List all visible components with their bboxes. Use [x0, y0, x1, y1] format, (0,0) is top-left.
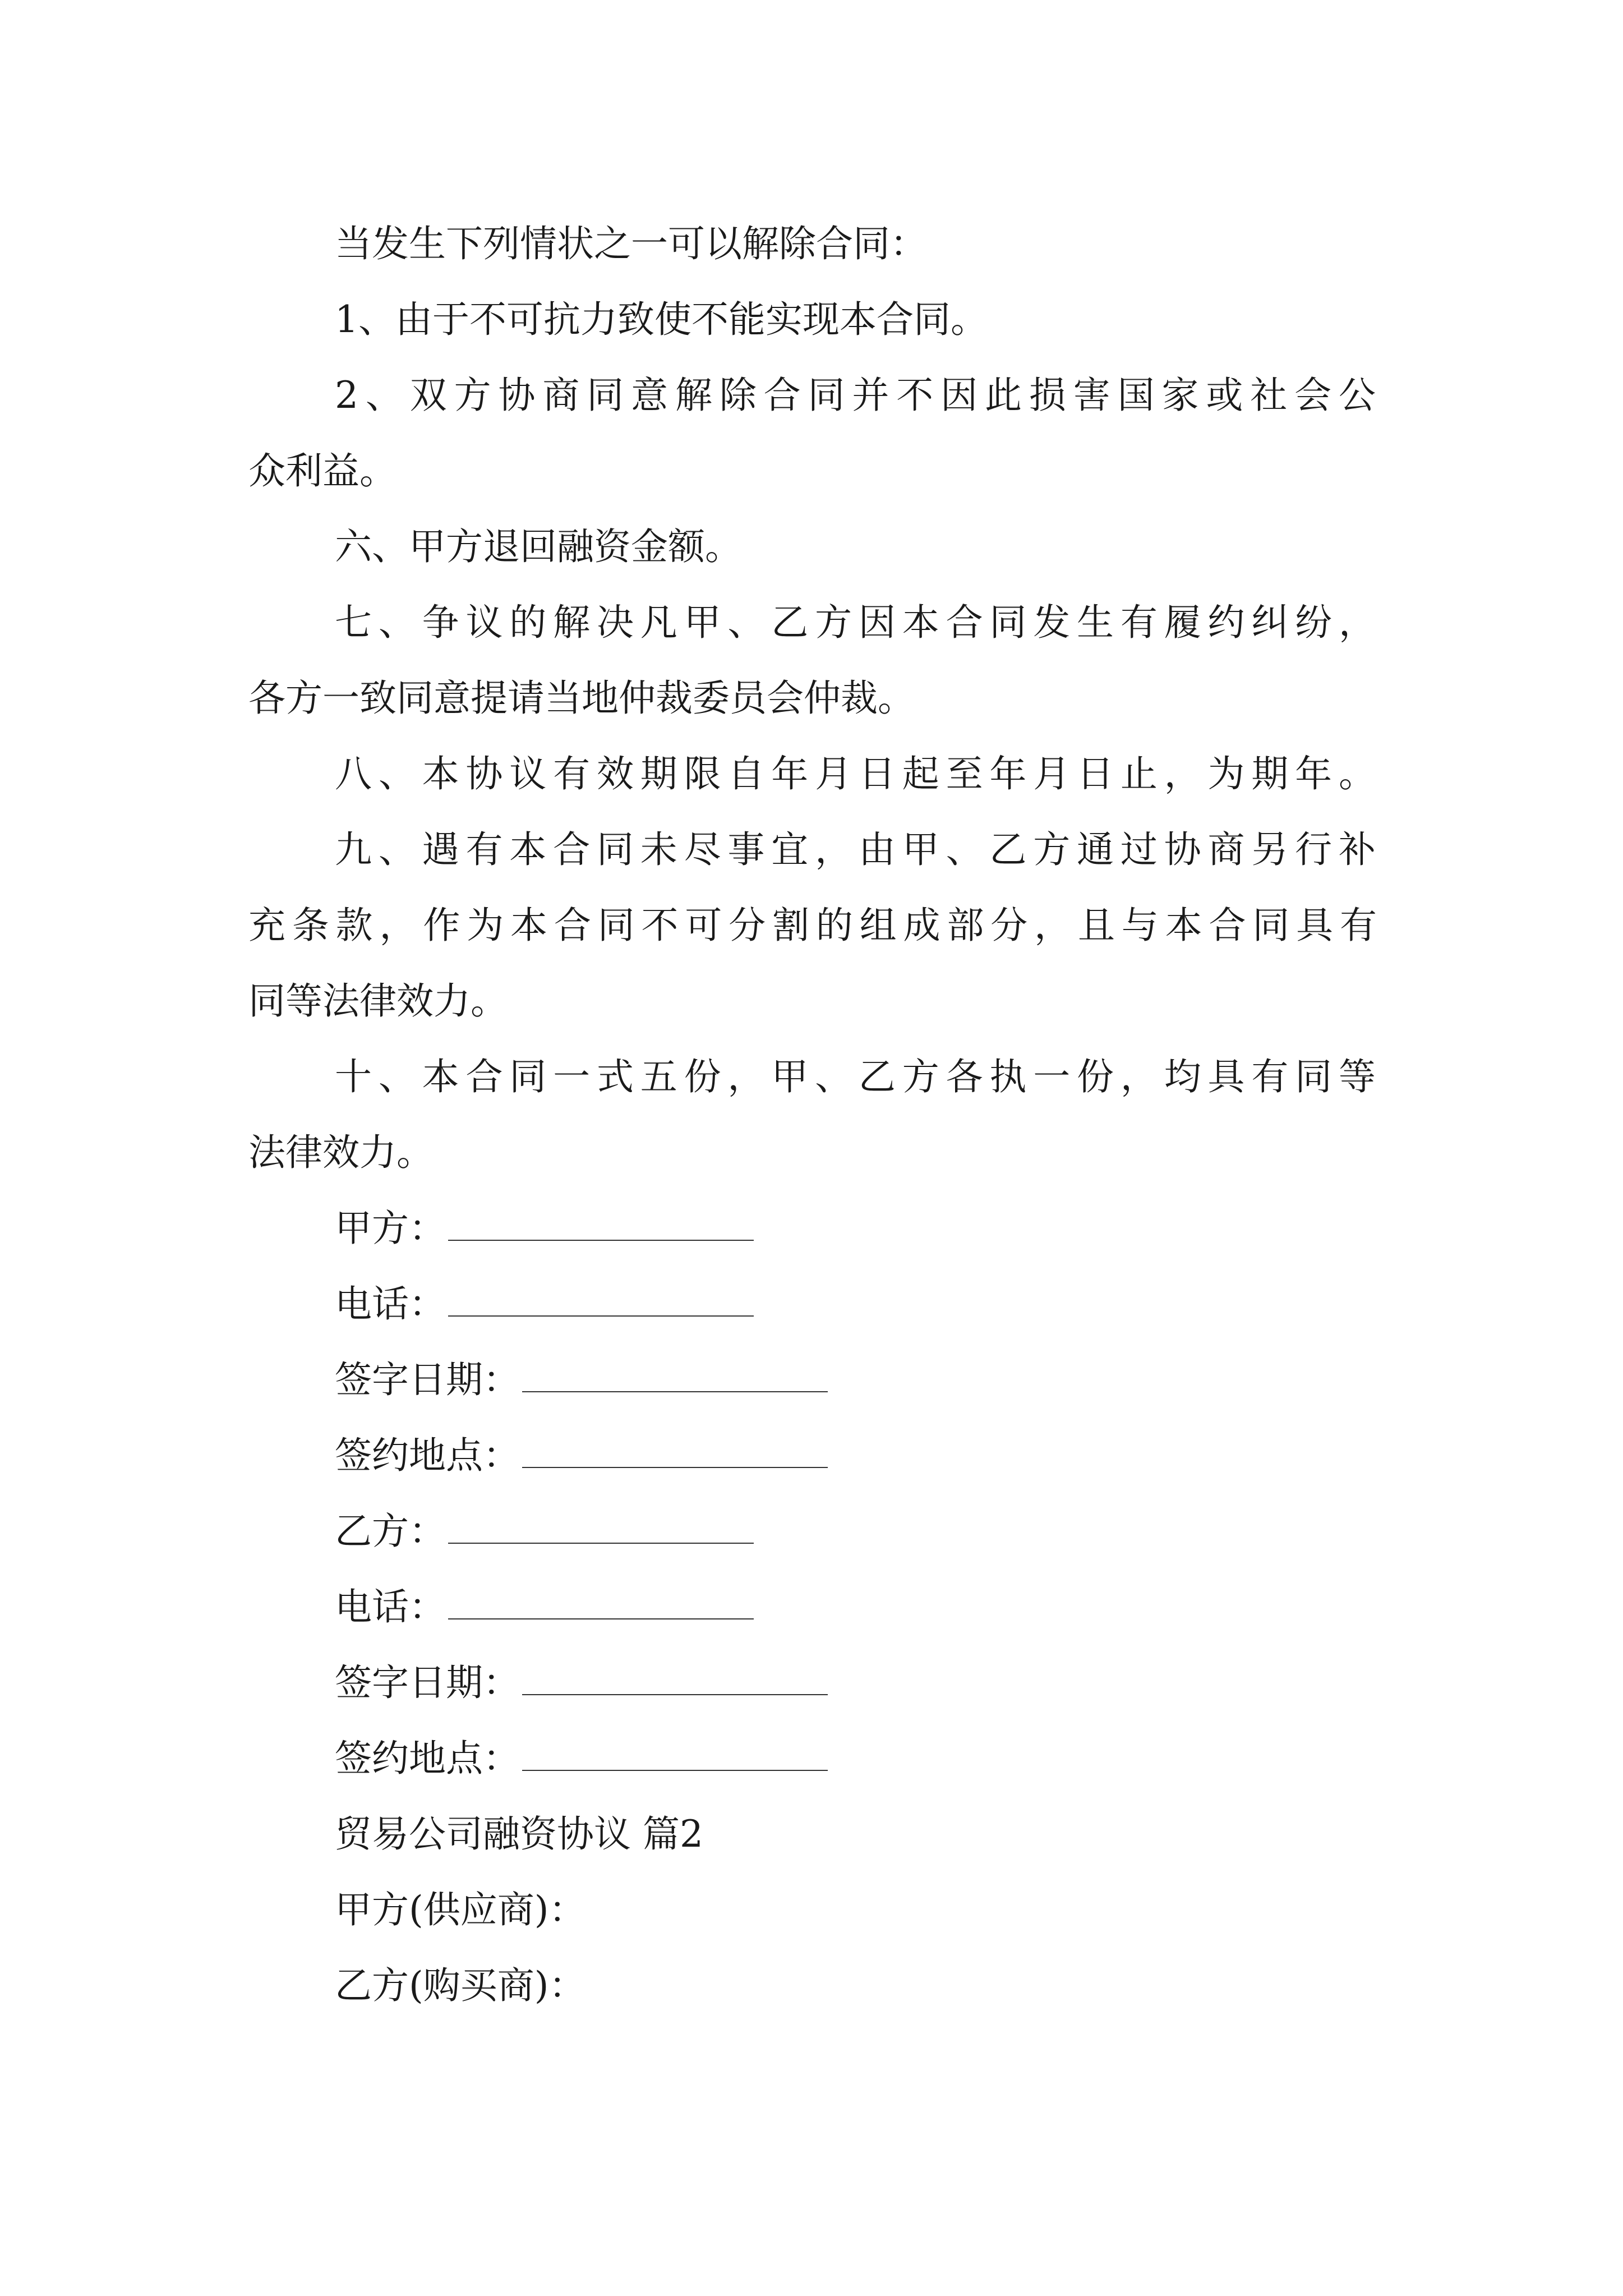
- signature-field-date-b: [335, 1652, 828, 1714]
- paragraph-line: 七、争议的解决凡甲、乙方因本合同发生有履约纠纷，: [335, 601, 1376, 644]
- field-label: 乙方：: [335, 1510, 446, 1553]
- signature-field-place-a: [335, 1425, 828, 1487]
- field-label: 签约地点：: [335, 1434, 520, 1477]
- section-title: 贸易公司融资协议 篇2: [335, 1812, 703, 1856]
- paragraph-line: 2、双方协商同意解除合同并不因此损害国家或社会公: [335, 374, 1376, 417]
- field-label: 电话：: [335, 1585, 446, 1628]
- signature-field-place-b: [335, 1728, 828, 1789]
- paragraph-line: 各方一致同意提请当地仲裁委员会仲裁。: [248, 677, 915, 720]
- paragraph-line: 六、甲方退回融资金额。: [335, 525, 742, 568]
- signature-blank[interactable]: [522, 1358, 828, 1392]
- signature-blank[interactable]: [522, 1660, 828, 1695]
- signature-blank[interactable]: [522, 1433, 828, 1468]
- paragraph-line: 八、本协议有效期限自年月日起至年月日止，为期年。: [335, 752, 1376, 795]
- paragraph-line: 当发生下列情状之一可以解除合同：: [335, 222, 927, 265]
- signature-blank[interactable]: [448, 1206, 754, 1241]
- signature-field-phone-a: [335, 1273, 754, 1335]
- paragraph-line: 众利益。: [248, 449, 396, 493]
- field-label: 签约地点：: [335, 1737, 520, 1780]
- signature-field-date-a: [335, 1349, 828, 1411]
- signature-blank[interactable]: [522, 1736, 828, 1771]
- paragraph-line: 十、本合同一式五份，甲、乙方各执一份，均具有同等: [335, 1055, 1376, 1098]
- field-label: 甲方：: [335, 1207, 446, 1250]
- party-b-buyer-label: 乙方(购买商)：: [335, 1964, 586, 2007]
- signature-field-party-a: [335, 1198, 754, 1259]
- paragraph-line: 九、遇有本合同未尽事宜，由甲、乙方通过协商另行补: [335, 828, 1376, 871]
- signature-blank[interactable]: [448, 1585, 754, 1619]
- field-label: 签字日期：: [335, 1661, 520, 1704]
- field-label: 电话：: [335, 1282, 446, 1326]
- party-a-supplier-label: 甲方(供应商)：: [335, 1888, 586, 1931]
- paragraph-line: 1、由于不可抗力致使不能实现本合同。: [335, 298, 988, 341]
- signature-field-phone-b: [335, 1576, 754, 1638]
- paragraph-line: 同等法律效力。: [248, 979, 508, 1023]
- signature-blank[interactable]: [448, 1509, 754, 1544]
- signature-field-party-b: [335, 1501, 754, 1562]
- paragraph-line: 充条款，作为本合同不可分割的组成部分，且与本合同具有: [248, 904, 1377, 947]
- paragraph-line: 法律效力。: [248, 1131, 434, 1174]
- field-label: 签字日期：: [335, 1358, 520, 1401]
- signature-blank[interactable]: [448, 1282, 754, 1317]
